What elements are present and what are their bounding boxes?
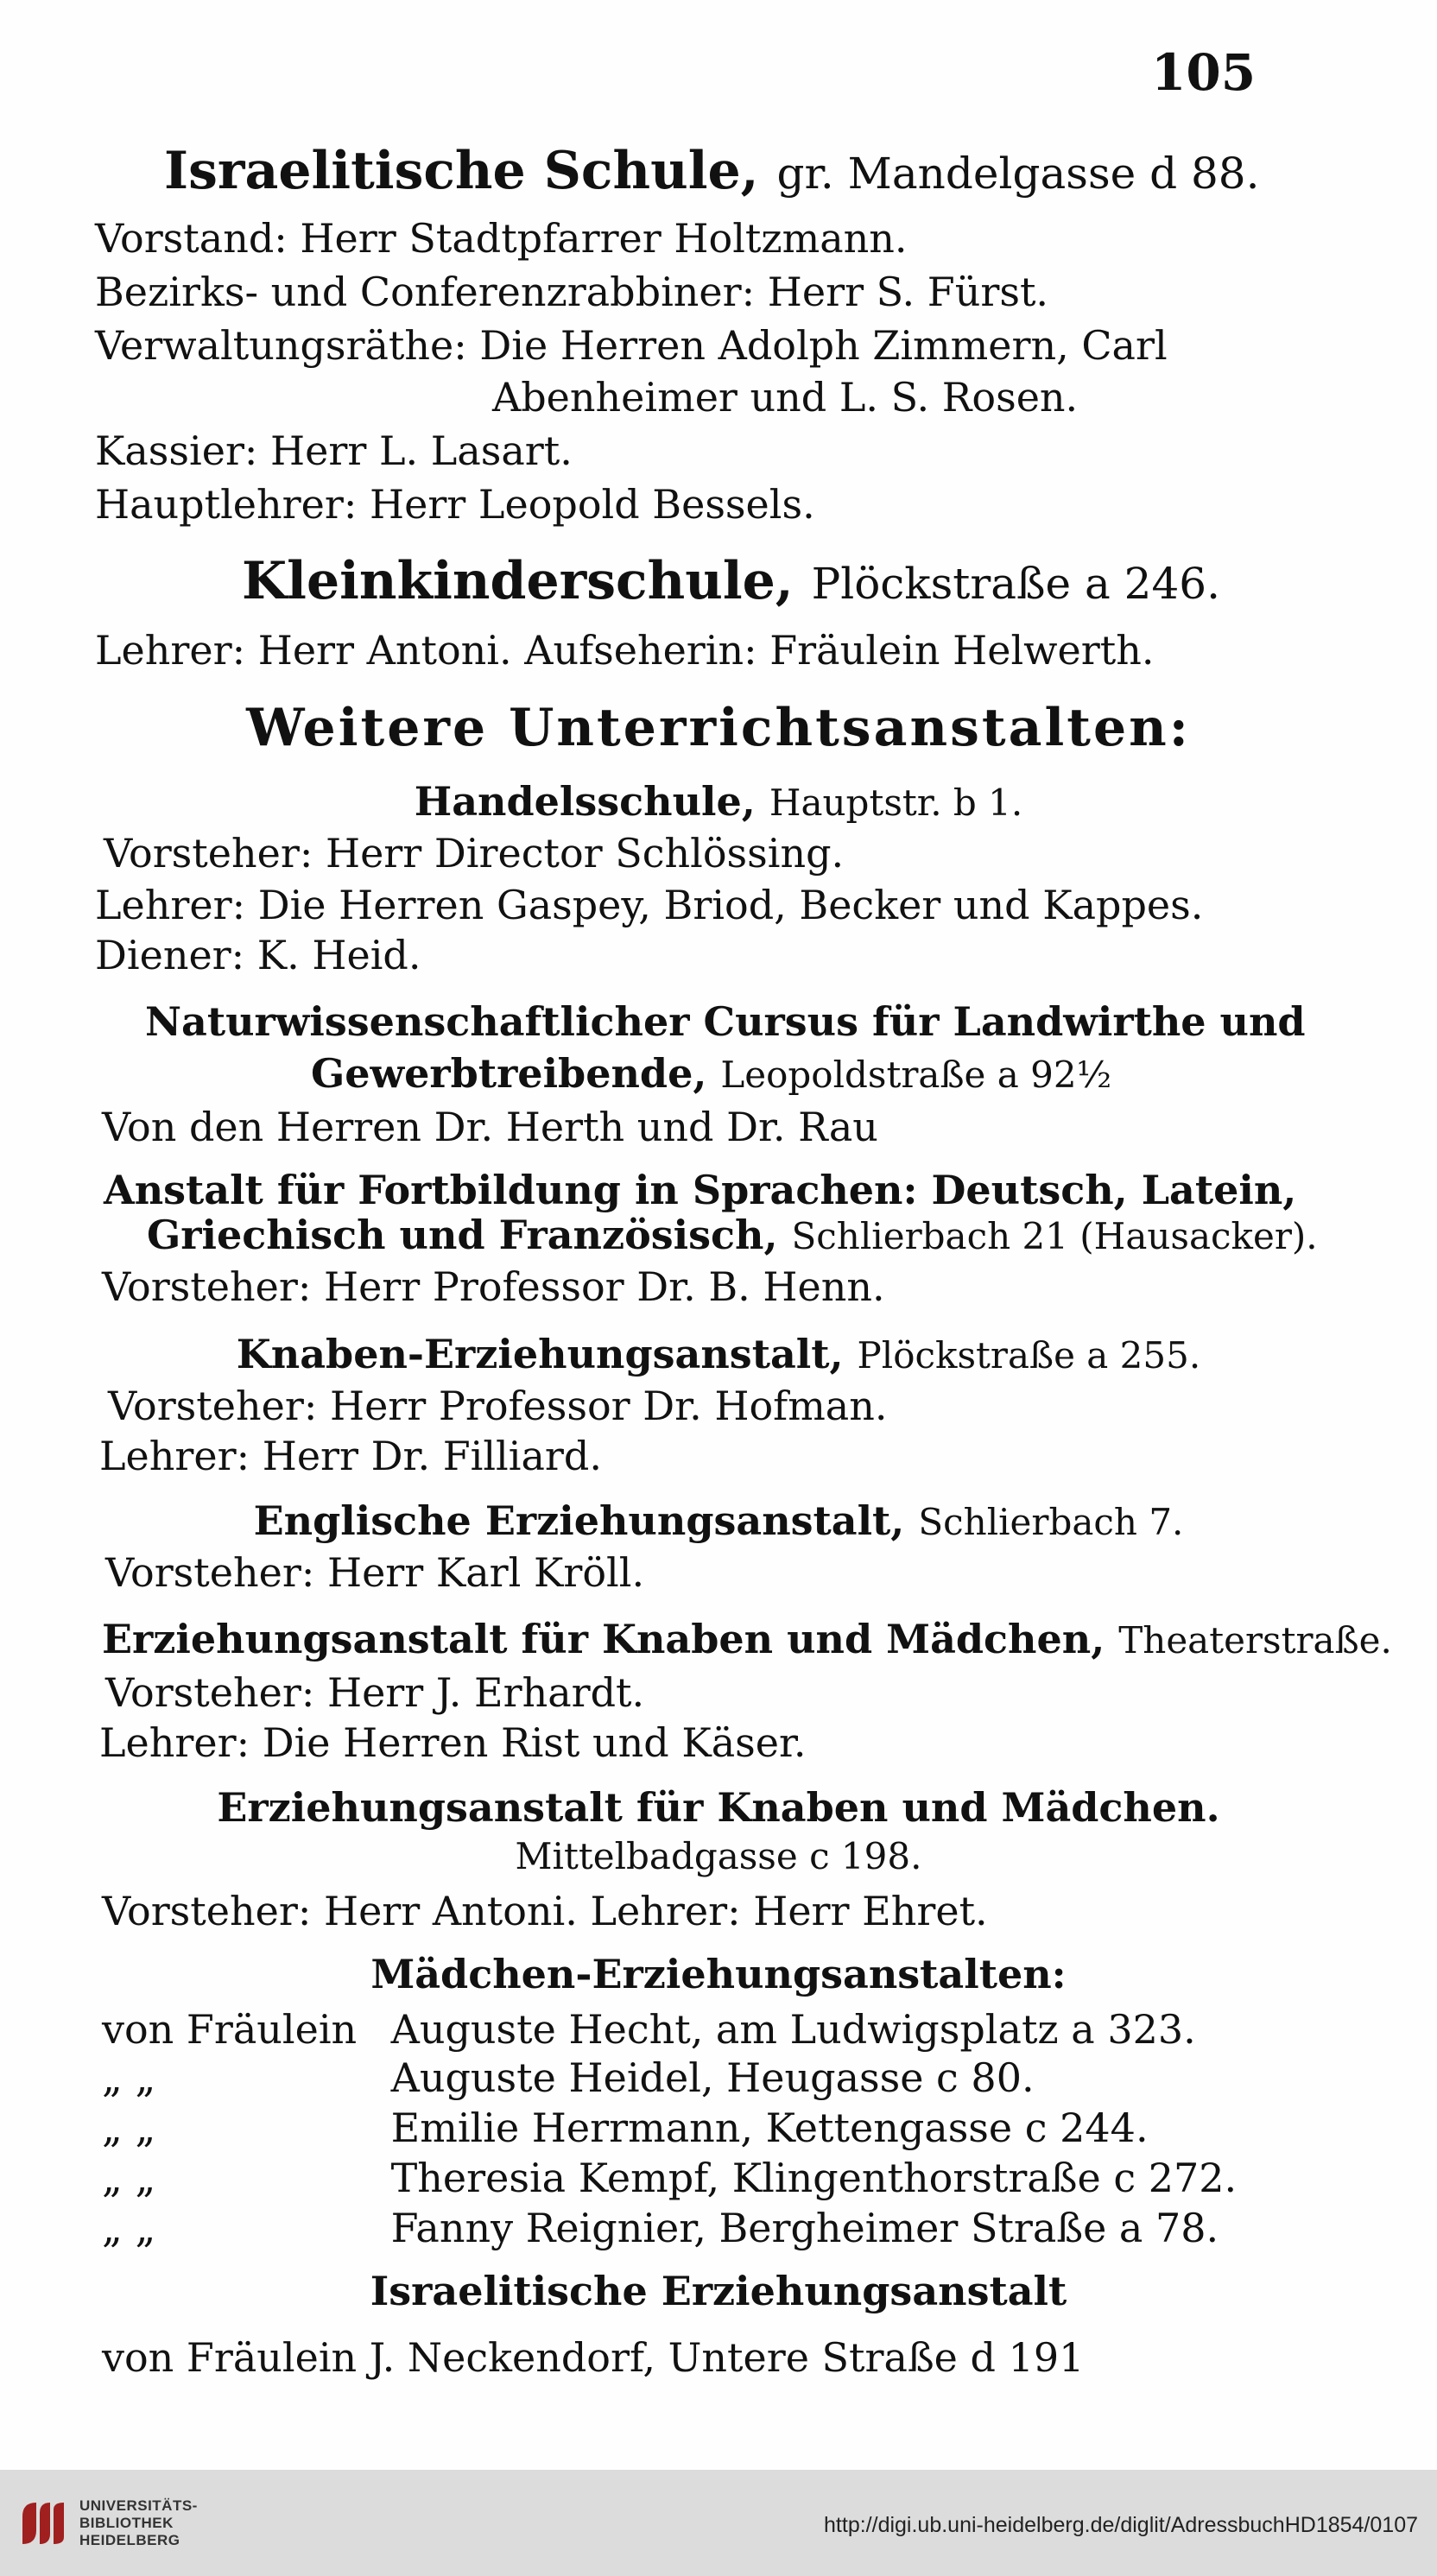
knaben-address: Plöckstraße a 255. xyxy=(857,1334,1201,1377)
kleinkinderschule-address: Plöckstraße a 246. xyxy=(811,559,1220,609)
maedchen-entry xyxy=(102,2104,1149,2152)
page-number: 105 xyxy=(1151,43,1257,102)
text-line: Lehrer: Herr Dr. Filliard. xyxy=(99,1433,602,1479)
naturwiss-heading-line1: Naturwissenschaftlicher Cursus für Landwirthe und xyxy=(145,998,1306,1045)
handelsschule-address: Hauptstr. b 1. xyxy=(769,782,1023,824)
handelsschule-title: Handelsschule, xyxy=(414,778,756,825)
text-line: Von den Herren Dr. Herth und Dr. Rau xyxy=(102,1104,878,1150)
footer-bar xyxy=(0,2470,1437,2576)
fortbildung-heading-line2 xyxy=(147,1211,1318,1261)
maedchen-entry xyxy=(102,2054,1035,2102)
weitere-heading: Weitere Unterrichtsanstalten: xyxy=(246,698,1191,758)
englische-title: Englische Erziehungsanstalt, xyxy=(253,1497,905,1544)
text-line: Vorsteher: Herr Karl Kröll. xyxy=(105,1549,645,1596)
naturwiss-address: Leopoldstraße a 92½ xyxy=(720,1054,1112,1096)
knaben-title: Knaben-Erziehungsanstalt, xyxy=(236,1331,844,1377)
text-line: Verwaltungsräthe: Die Herren Adolph Zimmern, Carl xyxy=(95,322,1168,369)
text-line: von Fräulein J. Neckendorf, Untere Straße d 191 xyxy=(102,2334,1085,2381)
entry-prefix: von Fräulein xyxy=(102,2006,358,2053)
university-library-logo-icon xyxy=(16,2496,71,2551)
library-name-line: BIBLIOTHEK xyxy=(79,2515,174,2531)
text-line: Bezirks- und Conferenzrabbiner: Herr S. Fürst. xyxy=(95,269,1049,315)
entry-prefix: „ „ xyxy=(102,2155,156,2201)
handelsschule-heading xyxy=(0,777,1437,827)
library-name xyxy=(79,2497,198,2549)
text-line: Vorsteher: Herr Antoni. Lehrer: Herr Ehret. xyxy=(102,1888,988,1934)
maedchen-entry xyxy=(102,2204,1219,2252)
text-line: Lehrer: Die Herren Rist und Käser. xyxy=(99,1719,807,1766)
text-line: Vorsteher: Herr Professor Dr. Hofman. xyxy=(108,1383,888,1429)
text-line: Kassier: Herr L. Lasart. xyxy=(95,427,573,474)
maedchen-heading: Mädchen-Erziehungsanstalten: xyxy=(370,1951,1067,1997)
knaben-heading xyxy=(0,1330,1437,1380)
naturwiss-title: Gewerbtreibende, xyxy=(311,1050,707,1097)
text-line: Vorsteher: Herr J. Erhardt. xyxy=(105,1669,645,1716)
fortbildung-address: Schlierbach 21 (Hausacker). xyxy=(791,1215,1318,1257)
entry-prefix: „ „ xyxy=(102,2205,156,2251)
erziehung1-address: Theaterstraße. xyxy=(1118,1619,1392,1661)
erziehung2-title: Erziehungsanstalt für Knaben und Mädchen. xyxy=(217,1784,1220,1831)
maedchen-entry xyxy=(102,2005,1196,2054)
text-line: Lehrer: Herr Antoni. Aufseherin: Fräulein Helwerth. xyxy=(95,627,1155,674)
entry-prefix: „ „ xyxy=(102,2104,156,2151)
text-line: Vorsteher: Herr Professor Dr. B. Henn. xyxy=(102,1263,885,1310)
entry-prefix: „ „ xyxy=(102,2054,156,2101)
englische-address: Schlierbach 7. xyxy=(918,1501,1184,1543)
entry-name: Fanny Reignier, Bergheimer Straße a 78. xyxy=(390,2205,1219,2251)
text-line: Hauptlehrer: Herr Leopold Bessels. xyxy=(95,481,815,528)
entry-name: Theresia Kempf, Klingenthorstraße c 272. xyxy=(390,2155,1238,2201)
israelitische-schule-address: gr. Mandelgasse d 88. xyxy=(776,149,1260,199)
israelitische-schule-title: Israelitische Schule, xyxy=(164,141,759,201)
text-line: Lehrer: Die Herren Gaspey, Briod, Becker und Kappes. xyxy=(95,882,1204,928)
israelitische-erziehung-heading: Israelitische Erziehungsanstalt xyxy=(370,2268,1067,2314)
entry-name: Auguste Heidel, Heugasse c 80. xyxy=(390,2054,1035,2101)
text-line: Vorsteher: Herr Director Schlössing. xyxy=(104,830,845,877)
erziehung2-address: Mittelbadgasse c 198. xyxy=(515,1835,922,1877)
israelitische-schule-heading xyxy=(164,141,1260,201)
permalink-url[interactable]: http://digi.ub.uni-heidelberg.de/diglit/AdressbuchHD1854/0107 xyxy=(824,2513,1418,2537)
library-name-line: HEIDELBERG xyxy=(79,2532,180,2548)
library-name-line: UNIVERSITÄTS- xyxy=(79,2497,198,2514)
fortbildung-title: Griechisch und Französisch, xyxy=(147,1212,778,1258)
fortbildung-heading-line1: Anstalt für Fortbildung in Sprachen: Deutsch, Latein, xyxy=(104,1167,1297,1213)
kleinkinderschule-title: Kleinkinderschule, xyxy=(242,551,794,611)
englische-heading xyxy=(0,1497,1437,1547)
entry-name: Auguste Hecht, am Ludwigsplatz a 323. xyxy=(390,2006,1196,2053)
text-line: Vorstand: Herr Stadtpfarrer Holtzmann. xyxy=(95,215,908,262)
text-line: Abenheimer und L. S. Rosen. xyxy=(492,374,1079,421)
entry-name: Emilie Herrmann, Kettengasse c 244. xyxy=(390,2104,1149,2151)
maedchen-entry xyxy=(102,2154,1237,2202)
text-line: Diener: K. Heid. xyxy=(95,932,421,978)
erziehung1-heading xyxy=(102,1615,1392,1665)
kleinkinderschule-heading xyxy=(242,551,1220,611)
naturwiss-heading-line2 xyxy=(311,1049,1111,1099)
erziehung1-title: Erziehungsanstalt für Knaben und Mädchen, xyxy=(102,1616,1105,1662)
